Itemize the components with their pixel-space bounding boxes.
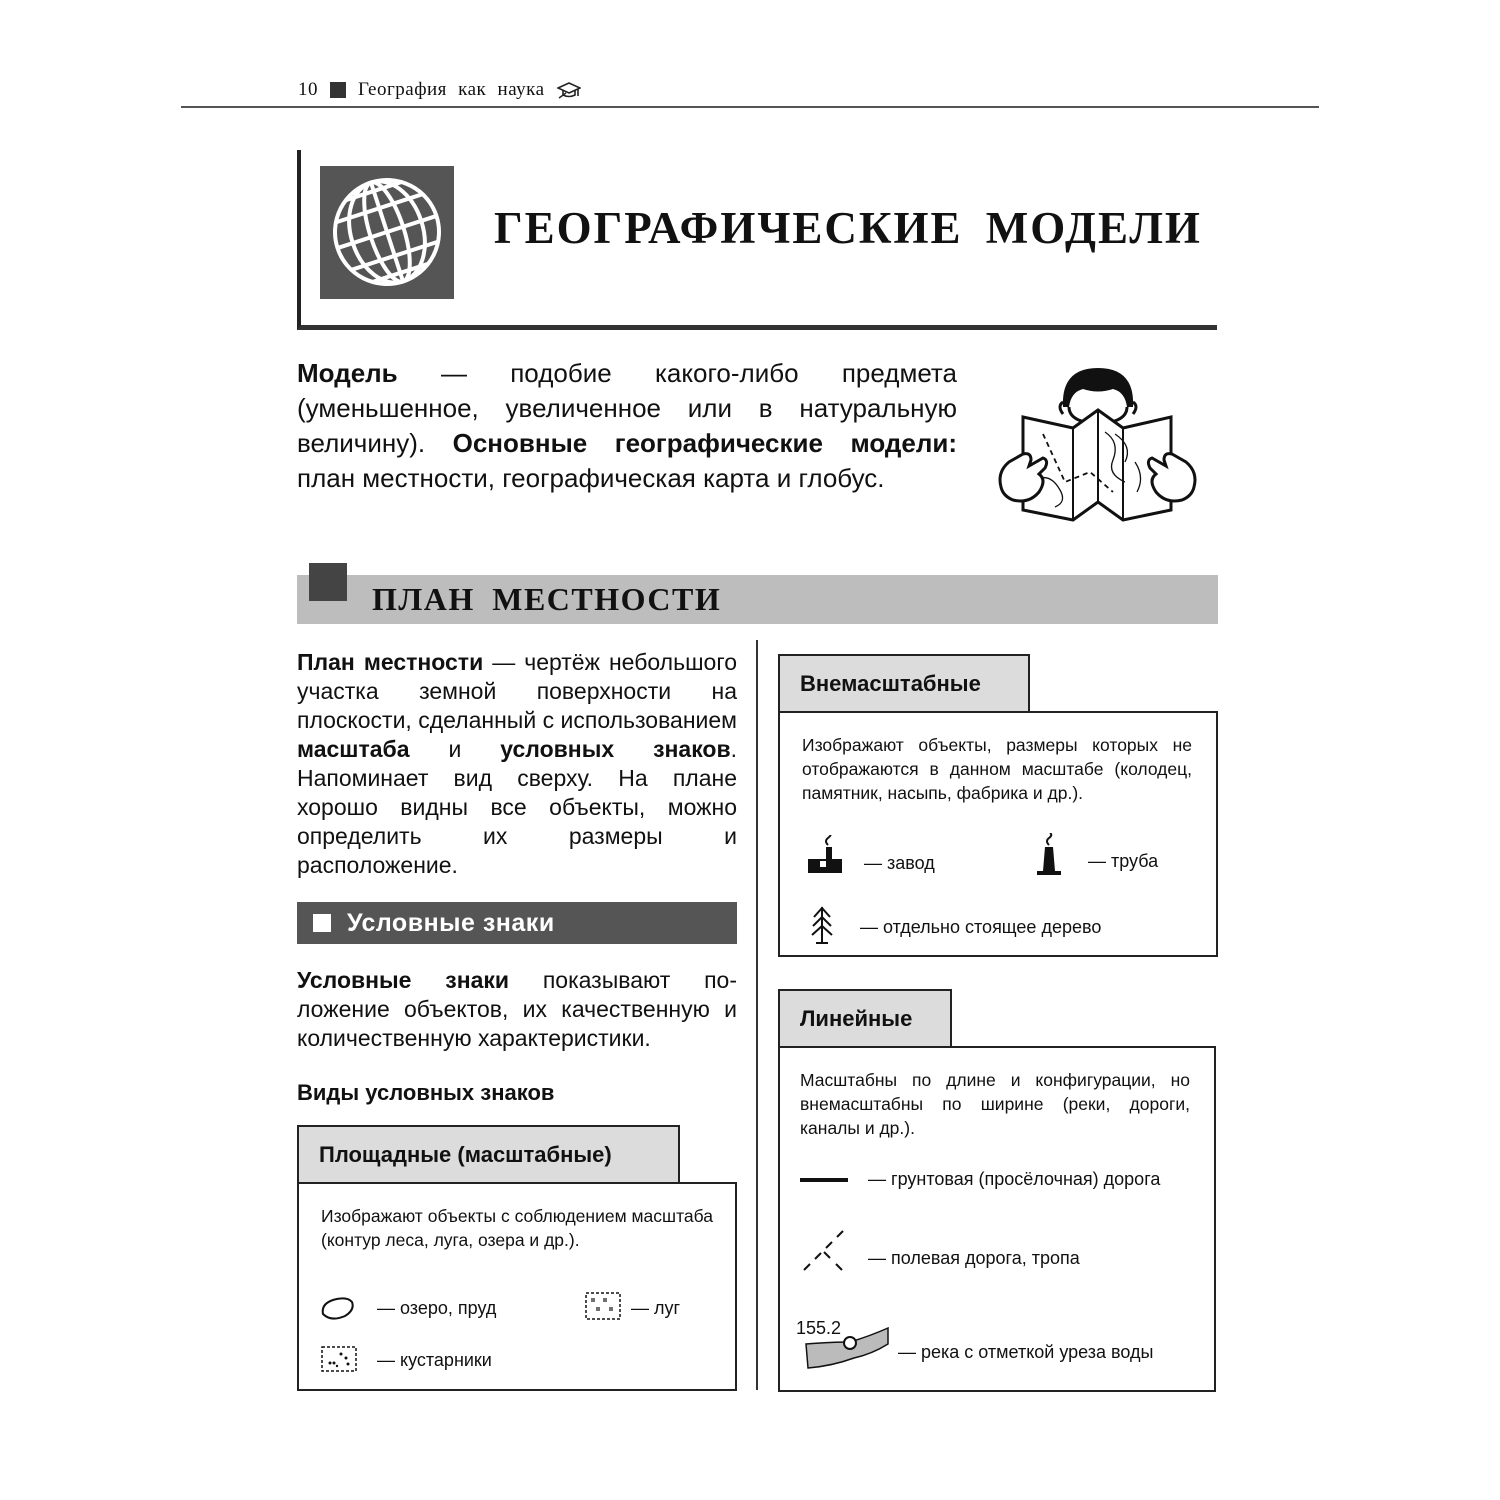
offscale-description: Изображают объекты, размеры которых не отображаются в данном масштабе (колодец, памятник, насыпь, фабрика и др.).	[802, 735, 1192, 803]
plan-text-end: . Напоминает вид сверху. На плане хорошо видны все объекты, можно определить их размеры и расположение.	[297, 736, 737, 878]
shrubs-icon	[321, 1346, 357, 1372]
lake-icon	[319, 1294, 355, 1322]
term-main-models: Основные географические модели:	[452, 428, 957, 458]
page-title: ГЕОГРАФИЧЕСКИЕ МОДЕЛИ	[494, 203, 1202, 253]
term-symbols: условных знаков	[500, 736, 731, 762]
term-scale: масштаба	[297, 736, 410, 762]
plan-text: — чертёж небольшого участка земной поверхности на плоскости, сделанный с использованием	[297, 649, 737, 733]
kinds-heading: Виды условных знаков	[297, 1080, 555, 1105]
meadow-label: — луг	[631, 1298, 681, 1318]
globe-icon	[320, 166, 454, 299]
area-signs-box	[297, 1182, 737, 1391]
chimney-label: — труба	[1088, 851, 1159, 871]
offscale-signs-tab: Внемасштабные	[778, 654, 1030, 712]
plan-text-and: и	[409, 736, 501, 762]
chimney-icon	[1034, 833, 1064, 877]
river-label: — река с отметкой уреза воды	[898, 1342, 1154, 1362]
signs-heading-band	[297, 902, 737, 944]
plan-paragraph	[297, 648, 737, 880]
linear-signs-box	[778, 1046, 1216, 1392]
intro-text: — подобие какого-либо предмета (уменьшенное, увеличенное или в натуральную величину).	[297, 358, 957, 458]
offscale-signs-box	[778, 711, 1218, 957]
tree-label: — отдельно стоящее дерево	[860, 917, 1102, 937]
globe-icon-box	[320, 166, 454, 299]
person-reading-map-illustration	[995, 362, 1200, 522]
page-number: 10	[298, 79, 318, 100]
factory-icon	[806, 835, 844, 875]
header-rule	[181, 106, 1319, 108]
term-model: Модель	[297, 358, 398, 388]
area-description: Изображают объекты с соблюдением масштаба (контур леса, луга, озера и др.).	[321, 1206, 713, 1250]
linear-signs-tab: Линейные	[778, 989, 952, 1047]
intro-paragraph	[297, 356, 957, 496]
signs-text: показывают положение объектов, их качественную и количественную характеристики.	[297, 967, 737, 1051]
area-signs-tab: Площадные (масштабные)	[297, 1125, 680, 1183]
running-header	[298, 76, 581, 104]
lake-label: — озеро, пруд	[377, 1298, 497, 1318]
signs-heading: Условные знаки	[347, 908, 555, 937]
term-signs: Условные знаки	[297, 967, 510, 993]
column-divider	[756, 640, 758, 1390]
heading-square-marker	[313, 914, 331, 932]
factory-label: — завод	[864, 853, 935, 873]
shrubs-label: — кустарники	[377, 1350, 492, 1370]
linear-description: Масштабны по длине и конфигурации, но внемасштабны по ширине (реки, дороги, каналы и др.).	[800, 1070, 1190, 1138]
term-plan: План местности	[297, 649, 484, 675]
header-square-marker	[330, 82, 346, 98]
tree-icon	[810, 905, 834, 945]
intro-text-end: план местности, географическая карта и глобус.	[297, 463, 885, 493]
dirt-road-label: — грунтовая (просёлочная) дорога	[868, 1169, 1161, 1189]
section-title: ПЛАН МЕСТНОСТИ	[372, 581, 722, 617]
running-header-title: География как наука	[358, 79, 545, 100]
section-square-marker	[309, 563, 347, 601]
signs-paragraph	[297, 966, 737, 1053]
field-road-icon	[802, 1228, 854, 1278]
graduation-cap-icon	[557, 80, 581, 100]
field-road-label: — полевая дорога, тропа	[868, 1248, 1080, 1268]
river-icon	[804, 1326, 890, 1374]
river-mark-label: 155.2	[796, 1318, 842, 1338]
dirt-road-icon	[800, 1176, 848, 1184]
meadow-icon	[585, 1292, 621, 1320]
